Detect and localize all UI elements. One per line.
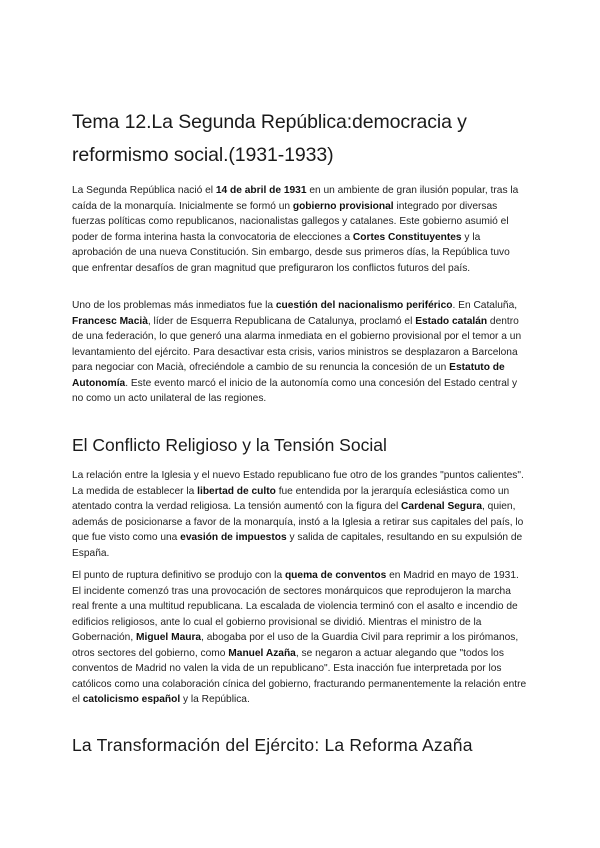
bold-term: Estado catalán	[415, 315, 488, 327]
bold-term: Miguel Maura	[136, 632, 202, 643]
bold-term: Cardenal Segura	[401, 501, 483, 512]
text-run: Uno de los problemas más inmediatos fue la	[72, 300, 276, 311]
text-run: . Este evento marcó el inicio de la autonomía como una concesión del Estado central y no como un acto unilateral de las regiones.	[72, 377, 518, 404]
section-heading-religion: El Conflicto Religioso y la Tensión Social	[72, 435, 387, 455]
text-run: , se negaron a actuar alegando que "todos los conventos de Madrid no valen la vida de un republicano". Esta inacción fue interpretada por los católicos como una colaboración cínica del gobierno, fracturando permanentemente la relación entre el	[72, 647, 527, 705]
text-run: La relación entre la Iglesia y el nuevo Estado republicano fue otro de los grandes "puntos calientes". La medida de establecer la	[72, 470, 524, 497]
text-run: y salida de capitales, resultando en su expulsión de España.	[72, 532, 523, 559]
paragraph-nationalism	[72, 298, 528, 407]
text-run: , quien, además de posicionarse a favor de la monarquía, instó a la Iglesia a retirar sus capitales del país, lo que fue visto como una	[72, 501, 524, 543]
bold-term: 14 de abril de 1931	[215, 185, 307, 196]
text-run: y la aprobación de una nueva Constitución. Sin embargo, desde sus primeros días, la República tuvo que enfrentar desafíos de gran magnitud que prefiguraron los conflictos futuros del país.	[72, 231, 510, 274]
bold-term: quema de conventos	[284, 570, 387, 581]
text-run: dentro de una federación, lo que generó una alarma inmediata en el gobierno provisional por el temor a un levantamiento del ejército. Para desactivar esta crisis, varios ministros se desplazaron a Barcelona para negociar con Macià, ofreciéndole a cambio de su renuncia la concesión de un	[72, 315, 522, 373]
bold-term: Cortes Constituyentes	[352, 231, 462, 243]
page-title: Tema 12.La Segunda República:democracia y reformismo social.(1931-1933)	[72, 111, 467, 166]
text-run: . En Cataluña,	[452, 300, 518, 311]
paragraph-intro	[72, 183, 528, 276]
text-run: integrado por diversas fuerzas políticas como republicanos, nacionalistas gallegos y catalanes. Este gobierno asumió el poder de forma interina hasta la convocatoria de elecciones a	[72, 200, 509, 243]
text-run: El punto de ruptura definitivo se produjo con la	[72, 570, 285, 581]
bold-term: Francesc Macià	[72, 315, 148, 327]
paragraph-convent-burning	[72, 568, 528, 708]
text-run: en un ambiente de gran ilusión popular, tras la caída de la monarquía. Inicialmente se formó un	[72, 185, 519, 212]
bold-term: libertad de culto	[197, 485, 276, 497]
text-run: , líder de Esquerra Republicana de Catalunya, proclamó el	[147, 315, 416, 327]
bold-term: catolicismo español	[82, 694, 181, 705]
paragraph-church-state	[72, 468, 528, 561]
bold-term: evasión de impuestos	[180, 532, 287, 543]
text-run: La Segunda República nació el	[72, 185, 216, 196]
text-run: fue entendida por la jerarquía eclesiástica como un atentado contra la verdad religiosa. La tensión aumentó con la figura del	[72, 485, 510, 512]
text-run: y la República.	[180, 694, 250, 705]
bold-term: cuestión del nacionalismo periférico	[275, 300, 453, 311]
text-run: , abogaba por el uso de la Guardia Civil para reprimir a los pirómanos, otros sectores del gobierno, como	[72, 632, 519, 659]
bold-term: Estatuto de Autonomía	[72, 362, 505, 389]
bold-term: gobierno provisional	[292, 200, 394, 212]
section-heading-army: La Transformación del Ejército: La Reforma Azaña	[72, 735, 473, 755]
bold-term: Manuel Azaña	[228, 647, 296, 659]
text-run: en Madrid en mayo de 1931. El incidente comenzó tras una provocación de sectores monárquicos que reprodujeron la marcha real frente a una multitud republicana. La escalada de violencia terminó con el asalto e incendio de edificios religiosos, ante lo cual el gobierno provisional se dividió. Mientras el ministro de la Gobernación,	[72, 570, 519, 643]
